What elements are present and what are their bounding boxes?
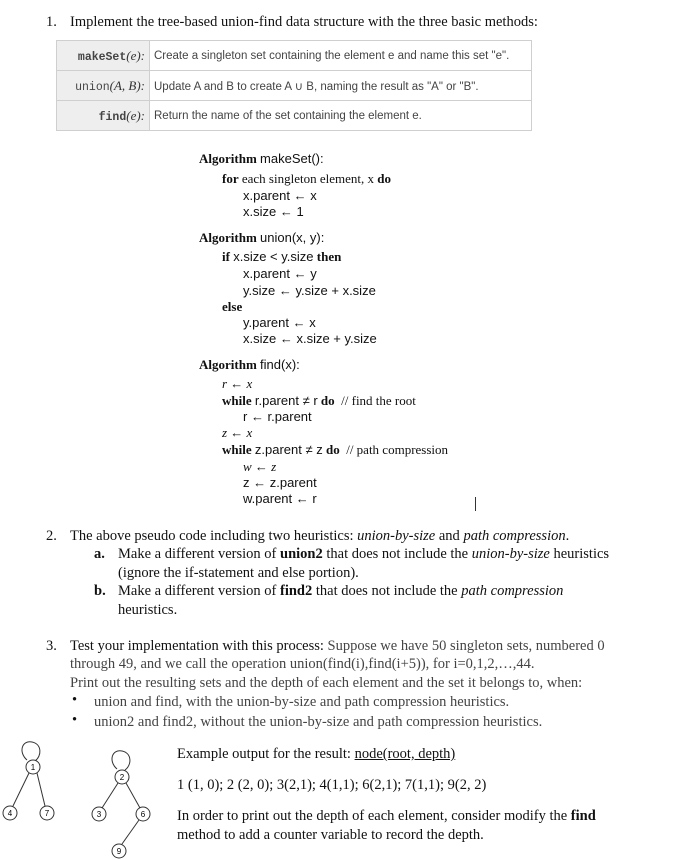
q2-text-c: . [565, 528, 570, 544]
q3-number: 3. [46, 638, 57, 654]
algo-find-line-2 [222, 393, 416, 409]
algo-find-header [199, 357, 300, 373]
algo-keyword: while [222, 442, 252, 457]
algo-keyword: for [222, 171, 239, 186]
q2a-union2: union2 [280, 546, 323, 562]
algo-makeset-line-3: x.size ← 1 [243, 204, 304, 219]
algo-text: x.size < y.size [233, 249, 314, 264]
tree1-child-label-1: 4 [7, 809, 13, 818]
tree2-edge-left [102, 783, 118, 808]
algo-keyword: Algorithm [199, 230, 257, 245]
q2b-text-1: Make a different version of [118, 583, 280, 599]
bullet-dot-2: • [72, 712, 78, 728]
tree2-child-label-1: 3 [96, 810, 102, 819]
example-label-a: Example output for the result: [177, 746, 355, 762]
algo-find-line-7: z ← z.parent [243, 475, 317, 490]
q3-line1-a: Test your implementation with this process: [70, 638, 328, 654]
algo-keyword: while [222, 393, 252, 408]
q2b-find2: find2 [280, 583, 313, 599]
tree1-edge-left [13, 773, 29, 806]
example-format: node(root, depth) [354, 746, 456, 762]
method-signature-makeset [57, 41, 150, 71]
q3-bullet1: union and find, with the union-by-size and path compression heuristics. [94, 694, 510, 710]
q2-heuristic-2: path compression [463, 528, 566, 544]
methods-row-union [57, 71, 532, 101]
algo-union-line-5: x.size ← x.size + y.size [243, 331, 377, 346]
tree2-self-loop [112, 751, 130, 770]
algo-keyword: Algorithm [199, 357, 257, 372]
q2a-label: a. [94, 546, 105, 562]
method-name-makeset: makeSet [77, 50, 127, 64]
q3-line1-b: Suppose we have 50 singleton sets, numbered 0 [327, 638, 605, 654]
method-name-union: union [75, 80, 110, 94]
algo-name: find(x): [260, 357, 300, 372]
algo-find-line-1: r ← x [222, 376, 253, 391]
method-desc-find: Return the name of the set containing the element e. [150, 101, 532, 131]
method-arg-makeset: (e): [126, 47, 145, 63]
algo-find-line-6: w ← z [243, 459, 277, 474]
q3-line2: through 49, and we call the operation union(find(i),find(i+5)), for i=0,1,2,…,44. [70, 656, 535, 672]
algo-union-line-3: y.size ← y.size + x.size [243, 283, 376, 298]
q3-line3: Print out the resulting sets and the depth of each element and the set it belongs to, when: [70, 675, 583, 691]
example-note-find: find [570, 808, 596, 824]
algo-makeset-line-1 [222, 171, 391, 187]
q2b-text [118, 583, 563, 600]
q2a-text-3: heuristics [549, 546, 610, 562]
algo-text: r.parent ≠ r [254, 393, 318, 408]
method-arg-find: (e): [126, 107, 145, 123]
tree2-edge-grandchild [122, 820, 139, 844]
example-label [177, 746, 455, 763]
method-name-find: find [98, 110, 127, 124]
methods-table [56, 40, 532, 131]
example-note [177, 808, 596, 825]
algo-union-line-1 [222, 249, 341, 265]
algo-text: z.parent ≠ z [254, 442, 323, 457]
q2a-text [118, 546, 609, 563]
q2a-line2: (ignore the if-statement and else portion). [118, 565, 359, 581]
q1-number: 1. [46, 14, 57, 30]
example-note-line2: method to add a counter variable to record the depth. [177, 827, 484, 843]
algo-keyword: do [320, 393, 335, 408]
method-signature-find [57, 101, 150, 131]
algo-keyword: do [325, 442, 340, 457]
q1-text: Implement the tree-based union-find data structure with the three basic methods: [70, 14, 538, 30]
algo-keyword: then [316, 249, 342, 264]
algo-find-line-4: z ← x [222, 425, 253, 440]
algo-makeset-line-2: x.parent ← x [243, 188, 317, 203]
method-desc-union: Update A and B to create A ∪ B, naming the result as "A" or "B". [150, 71, 532, 101]
algo-comment: // find the root [341, 393, 416, 408]
algo-name: union(x, y): [260, 230, 325, 245]
algo-find-line-3: r ← r.parent [243, 409, 312, 424]
q2-text-b: and [435, 528, 464, 544]
tree1-child-label-2: 7 [44, 809, 50, 818]
example-tree-1 [0, 740, 60, 830]
q2a-text-2: that does not include the [322, 546, 472, 562]
algo-keyword: Algorithm [199, 151, 257, 166]
algo-name: makeSet(): [260, 151, 324, 166]
q2b-label: b. [94, 583, 106, 599]
example-note-a: In order to print out the depth of each element, consider modify the [177, 808, 571, 824]
q2b-line2: heuristics. [118, 602, 178, 618]
q2b-heuristic: path compression [461, 583, 564, 599]
example-tree-2 [88, 748, 158, 860]
algo-find-line-8: w.parent ← r [243, 491, 317, 506]
algo-union-header [199, 230, 324, 246]
algo-union-line-2: x.parent ← y [243, 266, 317, 281]
algo-makeset-header [199, 151, 324, 167]
algo-union-line-4: y.parent ← x [243, 315, 316, 330]
algo-union-else: else [222, 299, 243, 314]
example-result: 1 (1, 0); 2 (2, 0); 3(2,1); 4(1,1); 6(2,1); 7(1,1); 9(2, 2) [177, 777, 487, 793]
method-arg-union: (A, B): [109, 77, 145, 93]
tree1-edge-right [37, 773, 45, 806]
q2-heuristic-1: union-by-size [357, 528, 436, 544]
algo-keyword: do [377, 171, 391, 186]
algo-keyword: if [222, 249, 230, 264]
tree1-self-loop [22, 742, 40, 761]
q2a-heuristic: union-by-size [471, 546, 550, 562]
tree2-grandchild-label: 9 [116, 847, 122, 856]
bullet-dot-1: • [72, 692, 78, 708]
algo-comment: // path compression [346, 442, 449, 457]
tree1-root-label: 1 [30, 763, 36, 772]
text-cursor [475, 497, 476, 511]
tree2-child-label-2: 6 [140, 810, 146, 819]
q2-number: 2. [46, 528, 57, 544]
q3-line1 [70, 638, 605, 655]
q2b-text-2: that does not include the [312, 583, 462, 599]
q2-text-a: The above pseudo code including two heuristics: [70, 528, 358, 544]
method-desc-makeset: Create a singleton set containing the element e and name this set "e". [150, 41, 532, 71]
methods-row-makeset [57, 41, 532, 71]
q2-text [70, 528, 569, 545]
q3-bullet2: union2 and find2, without the union-by-size and path compression heuristics. [94, 714, 543, 730]
method-signature-union [57, 71, 150, 101]
algo-find-line-5 [222, 442, 448, 458]
tree2-edge-right [126, 783, 140, 808]
tree2-root-label: 2 [119, 773, 125, 782]
q2a-text-1: Make a different version of [118, 546, 280, 562]
methods-row-find [57, 101, 532, 131]
algo-text: each singleton element, x [241, 171, 374, 186]
